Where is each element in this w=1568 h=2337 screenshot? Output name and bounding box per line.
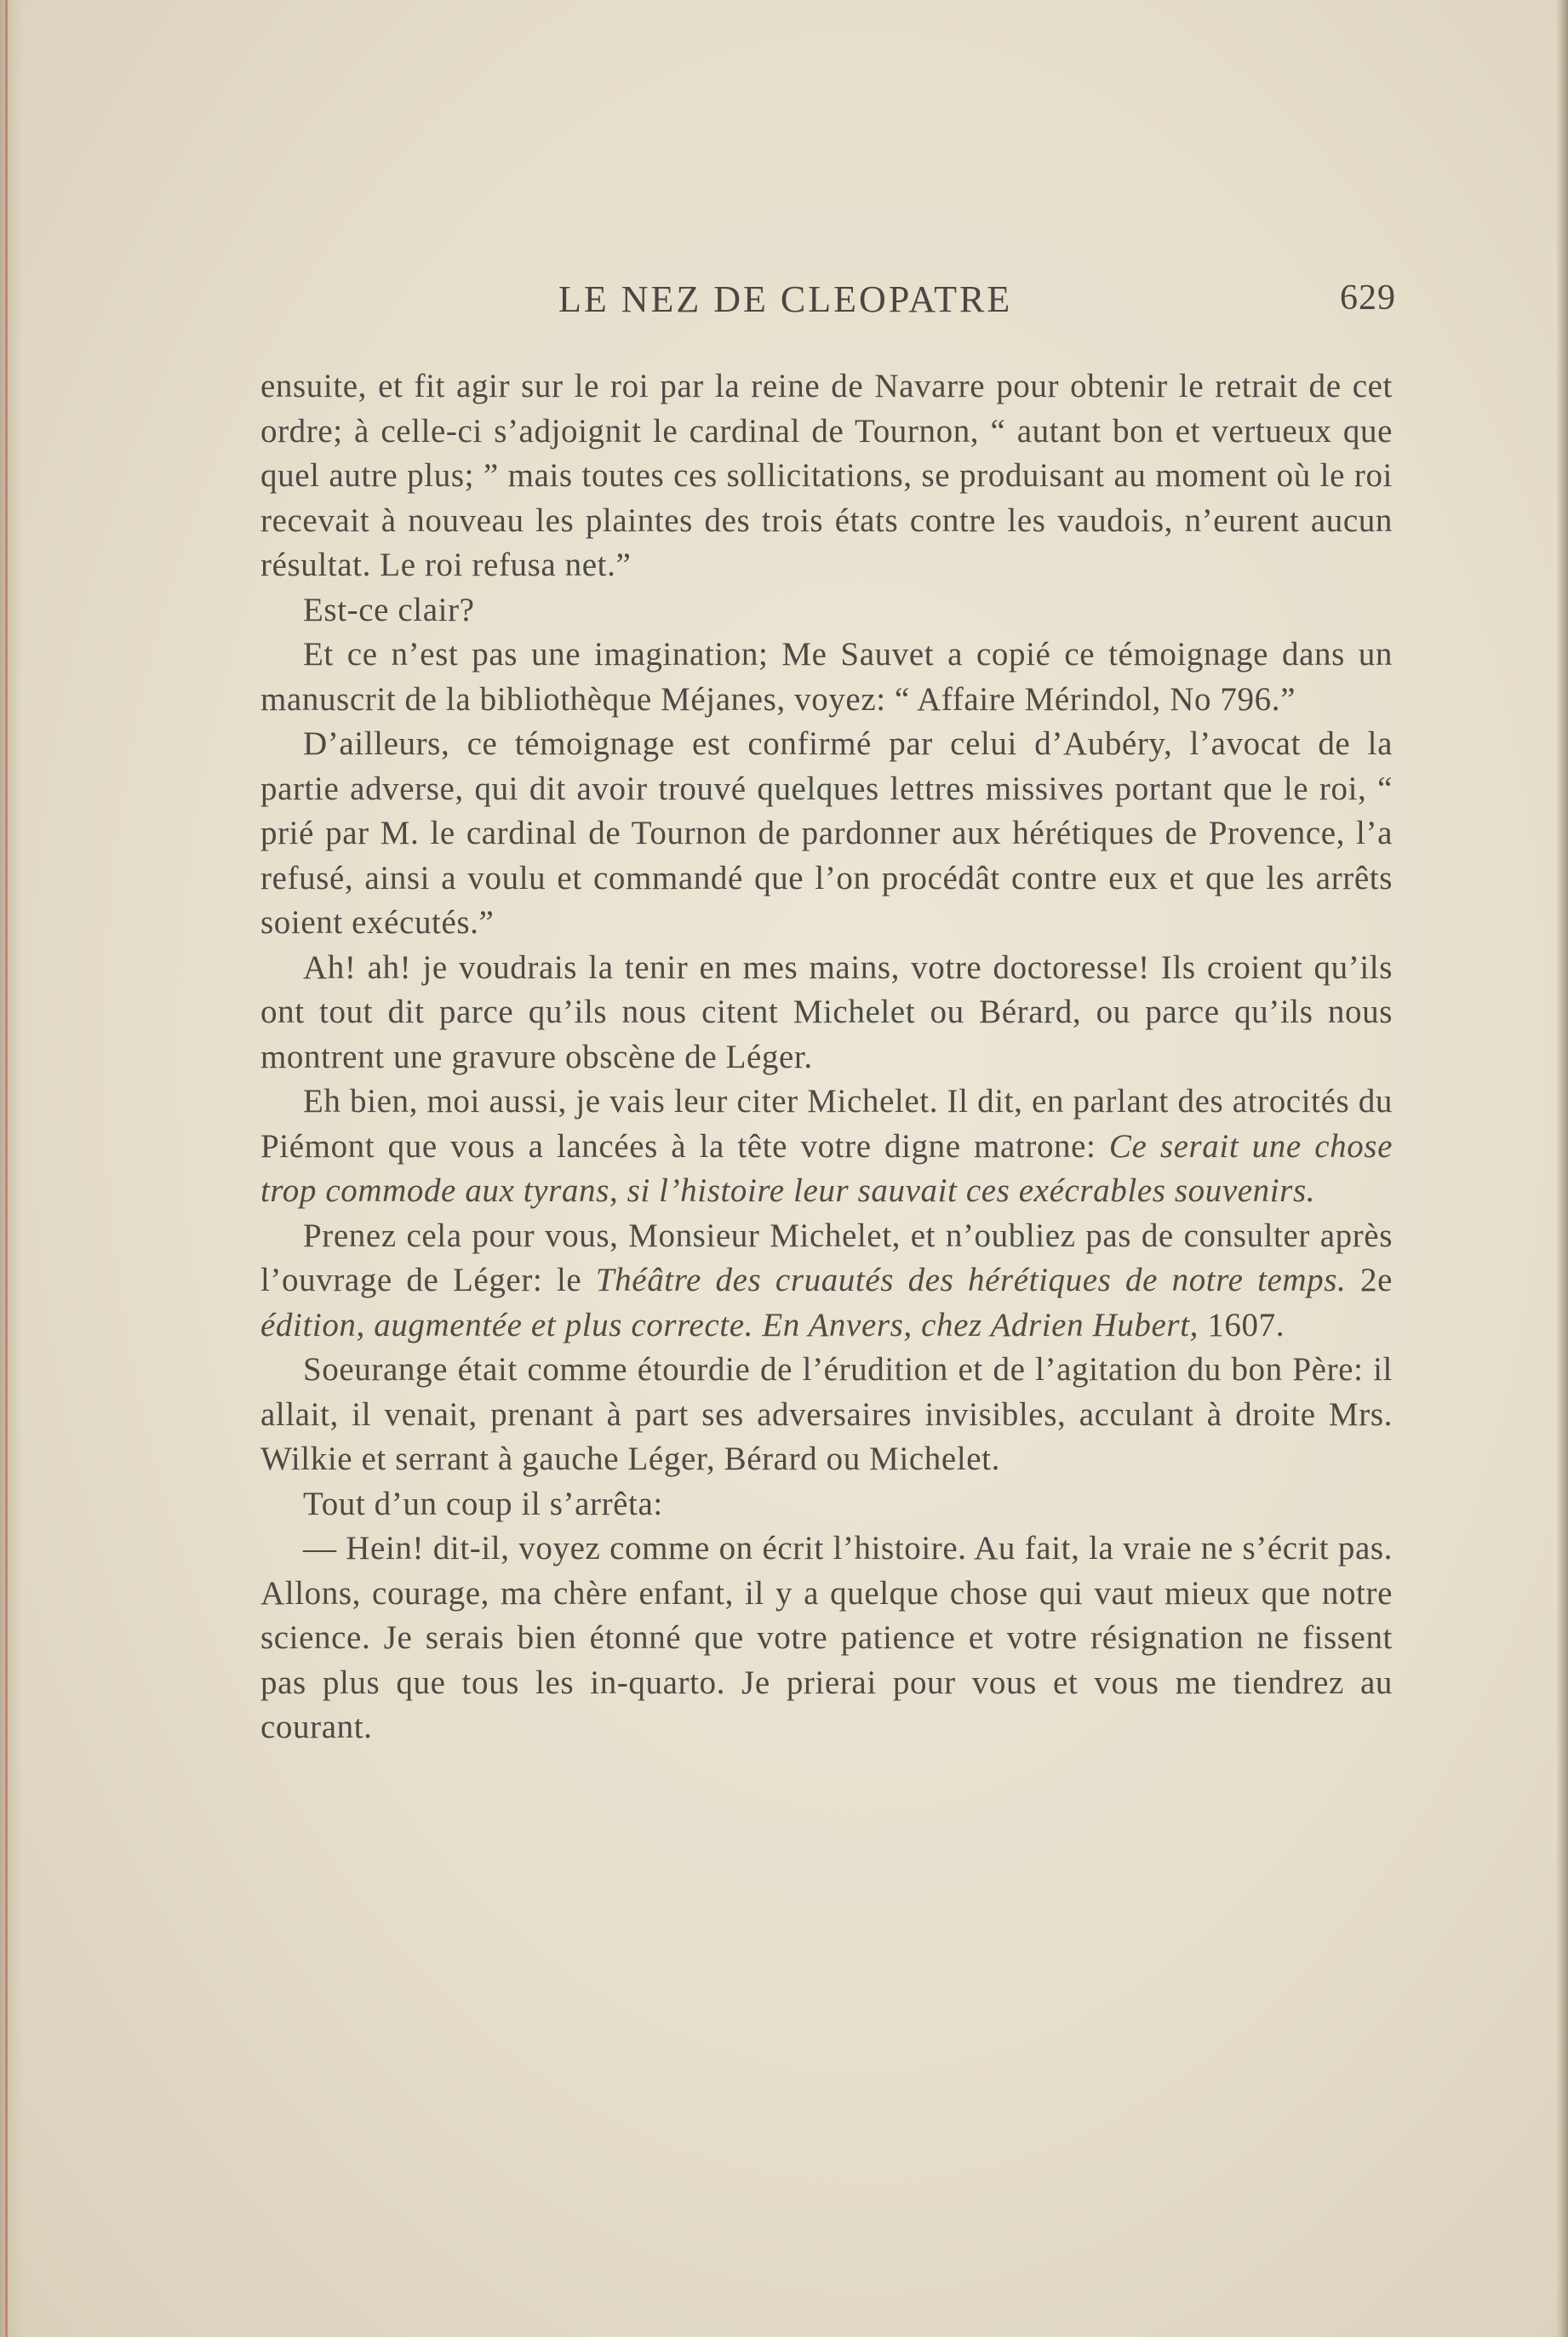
italic-text: Ce serait une chose trop commode aux tyrans, si l’histoire leur sauvait ces exécrables souvenirs.	[260, 1127, 1393, 1209]
page-number: 629	[1340, 278, 1396, 318]
page-right-edge	[1556, 0, 1568, 2337]
paragraph-text: D’ailleurs, ce témoignage est confirmé par celui d’Aubéry, l’avocat de la partie adverse, qui dit avoir trouvé quelques lettres missives portant que le roi, “ prié par M. le cardinal de Tournon de pardonner aux hérétiques de Provence, l’a refusé, ainsi a voulu et commandé que l’on procédât contre eux et que les arrêts soient exécutés.”	[260, 725, 1393, 941]
paragraph	[260, 946, 1393, 1080]
italic-text: édition, augmentée et plus correcte. En Anvers, chez Adrien Hubert,	[260, 1306, 1208, 1343]
paragraph-text: Est-ce clair?	[303, 591, 475, 628]
paragraph	[260, 364, 1393, 588]
paragraph-text: — Hein! dit-il, voyez comme on écrit l’histoire. Au fait, la vraie ne s’écrit pas. Allons, courage, ma chère enfant, il y a quelque chose qui vaut mieux que notre science. Je serais bien étonné que votre patience et votre résignation ne fissent pas plus que tous les in-quarto. Je prierai pour vous et vous me tiendrez au courant.	[260, 1530, 1393, 1745]
paragraph	[260, 1214, 1393, 1349]
paragraph-text: ensuite, et fit agir sur le roi par la reine de Navarre pour obtenir le retrait de cet ordre; à celle-ci s’adjoignit le cardinal de Tournon, “ autant bon et vertueux que quel autre plus; ” mais toutes ces sollicitations, se produisant au moment où le roi recevait à nouveau les plaintes des trois états contre les vaudois, n’eurent aucun résultat. Le roi refusa net.”	[260, 368, 1393, 583]
paragraph	[260, 1348, 1393, 1482]
paragraph	[260, 722, 1393, 946]
paragraph	[260, 1526, 1393, 1750]
italic-text: Théâtre des cruautés des hérétiques de notre temps.	[595, 1262, 1360, 1298]
paragraph	[260, 1482, 1393, 1527]
paragraph-text: 1607.	[1207, 1306, 1285, 1343]
paragraph-text: Eh bien, moi aussi, je vais leur citer Michelet. Il dit, en parlant des atrocités du Piémont que vous a lancées à la tête votre digne matrone:	[260, 1083, 1393, 1165]
paragraph-text: 2e	[1359, 1262, 1393, 1298]
body-text	[260, 364, 1393, 1750]
page-left-edge	[0, 0, 22, 2337]
page-header	[255, 278, 1396, 329]
paragraph-text: Et ce n’est pas une imagination; Me Sauvet a copié ce témoignage dans un manuscrit de la bibliothèque Méjanes, voyez: “ Affaire Mérindol, No 796.”	[260, 636, 1393, 718]
running-title: LE NEZ DE CLEOPATRE	[558, 278, 1013, 320]
paragraph-text: Tout d’un coup il s’arrêta:	[303, 1485, 663, 1522]
paragraph	[260, 588, 1393, 633]
paragraph-text: Ah! ah! je voudrais la tenir en mes mains, votre doctoresse! Ils croient qu’ils ont tout dit parce qu’ils nous citent Michelet ou Bérard, ou parce qu’ils nous montrent une gravure obscène de Léger.	[260, 948, 1393, 1075]
paragraph-text: Prenez cela pour vous, Monsieur Michelet, et n’oubliez pas de consulter après l’ouvrage de Léger: le	[260, 1217, 1393, 1298]
paragraph	[260, 1080, 1393, 1214]
paragraph	[260, 633, 1393, 722]
paragraph-text: Soeurange était comme étourdie de l’érudition et de l’agitation du bon Père: il allait, il venait, prenant à part ses adversaires invisibles, acculant à droite Mrs. Wilkie et serrant à gauche Léger, Bérard ou Michelet.	[260, 1351, 1393, 1477]
